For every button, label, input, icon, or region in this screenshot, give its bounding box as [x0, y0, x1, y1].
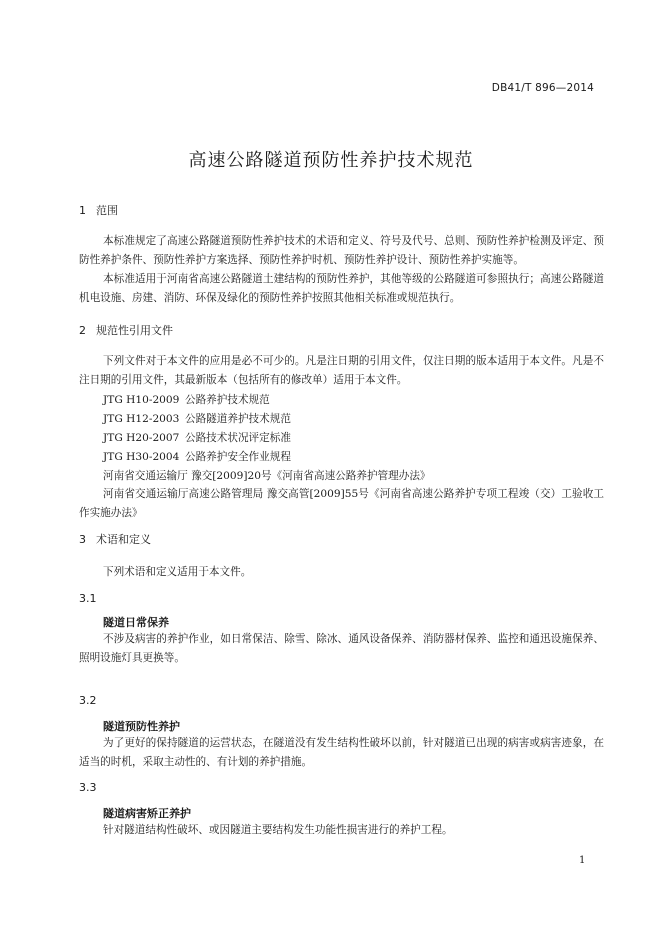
section-3-heading — [79, 531, 151, 547]
section-number: 1 — [79, 204, 86, 217]
section-title: 规范性引用文件 — [96, 324, 173, 337]
section-1-heading — [79, 202, 118, 218]
reference-title: 公路隧道养护技术规范 — [185, 413, 291, 425]
section-number: 3 — [79, 533, 86, 546]
term-definition: 不涉及病害的养护作业，如日常保洁、除雪、除冰、通风设备保养、消防器材保养、监控和通迅设施保养、照明设施灯具更换等。 — [79, 633, 604, 664]
page-number: 1 — [579, 855, 586, 866]
reference-code: JTG H12-2003 — [103, 413, 180, 425]
document-code: DB41/T 896—2014 — [491, 82, 594, 94]
reference-item — [103, 430, 291, 445]
reference-code: JTG H10-2009 — [103, 394, 180, 406]
references-intro: 下列文件对于本文件的应用是必不可少的。凡是注日期的引用文件，仅注日期的版本适用于本文件。凡是不注日期的引用文件，其最新版本（包括所有的修改单）适用于本文件。 — [79, 355, 604, 386]
term-definition: 针对隧道结构性破坏、或因隧道主要结构发生功能性损害进行的养护工程。 — [103, 824, 453, 836]
reference-code: JTG H20-2007 — [103, 432, 180, 444]
reference-title: 公路养护技术规范 — [185, 394, 270, 406]
section-title: 术语和定义 — [96, 533, 151, 546]
reference-item — [103, 449, 291, 464]
terms-intro: 下列术语和定义适用于本文件。 — [103, 566, 252, 578]
reference-title: 公路养护安全作业规程 — [185, 451, 291, 463]
reference-item — [103, 392, 270, 407]
term-definition: 为了更好的保持隧道的运营状态，在隧道没有发生结构性破坏以前，针对隧道已出现的病害或病害迹象，在适当的时机，采取主动性的、有计划的养护措施。 — [79, 737, 604, 768]
reference-title: 公路技术状况评定标准 — [185, 432, 291, 444]
term-number: 3.2 — [79, 694, 97, 707]
reference-item: 河南省交通运输厅高速公路管理局 豫交高管[2009]55号《河南省高速公路养护专项工程竣（交）工验收工作实施办法》 — [79, 488, 604, 519]
term-name: 隧道病害矫正养护 — [103, 807, 191, 820]
reference-item — [103, 411, 291, 426]
term-number: 3.3 — [79, 781, 97, 794]
scope-paragraph-1: 本标准规定了高速公路隧道预防性养护技术的术语和定义、符号及代号、总则、预防性养护检测及评定、预防性养护条件、预防性养护方案选择、预防性养护时机、预防性养护设计、预防性养护实施等。 — [79, 235, 604, 266]
scope-paragraph-2: 本标准适用于河南省高速公路隧道土建结构的预防性养护，其他等级的公路隧道可参照执行；高速公路隧道机电设施、房建、消防、环保及绿化的预防性养护按照其他相关标准或规范执行。 — [79, 273, 604, 304]
document-title: 高速公路隧道预防性养护技术规范 — [188, 150, 474, 171]
reference-item: 河南省交通运输厅 豫交[2009]20号《河南省高速公路养护管理办法》 — [103, 470, 431, 482]
term-name: 隧道预防性养护 — [103, 720, 180, 733]
term-name: 隧道日常保养 — [103, 616, 169, 629]
section-title: 范围 — [96, 204, 118, 217]
term-number: 3.1 — [79, 592, 97, 605]
section-number: 2 — [79, 324, 86, 337]
reference-code: JTG H30-2004 — [103, 451, 180, 463]
section-2-heading — [79, 322, 173, 338]
